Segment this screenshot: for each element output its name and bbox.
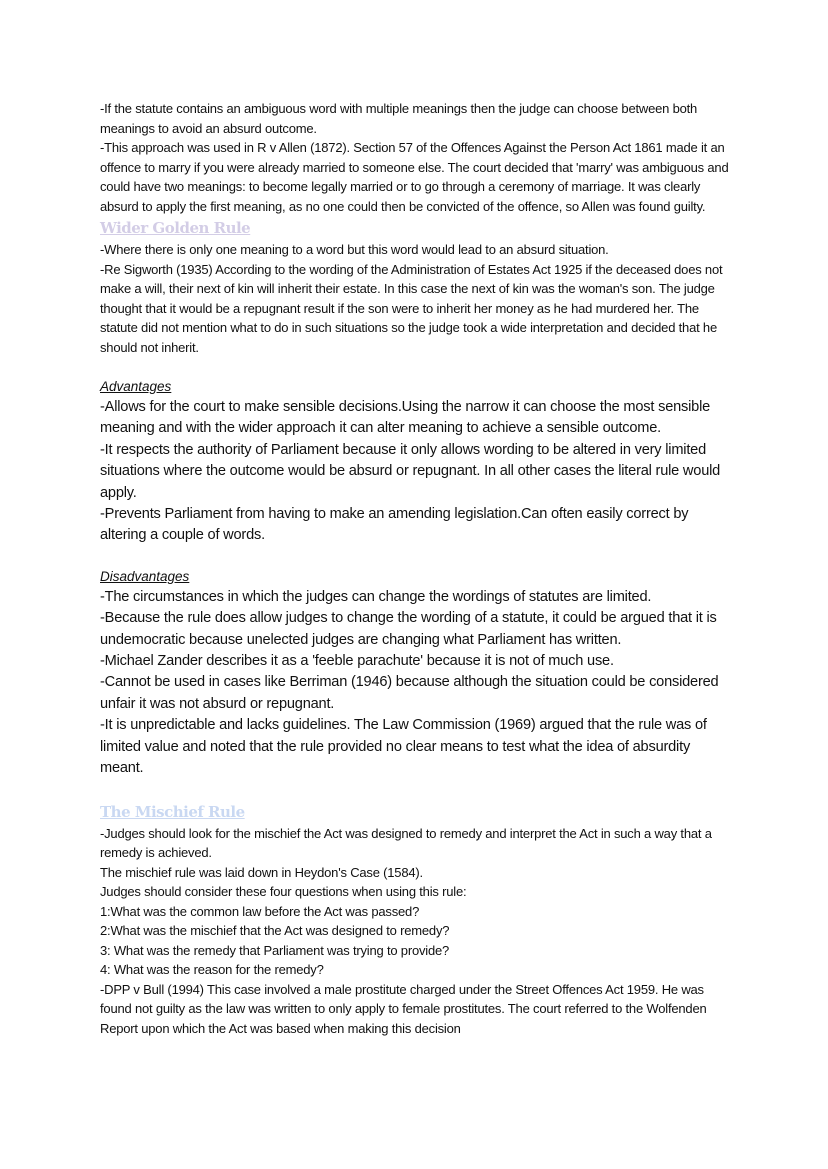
paragraph: -Because the rule does allow judges to change the wording of a statute, it could be argued that it is undemocratic because unelected judges are changing what Parliament has written. bbox=[100, 610, 717, 648]
paragraph: -The circumstances in which the judges can change the wordings of statutes are limited. bbox=[100, 588, 652, 605]
paragraph: 2:What was the mischief that the Act was designed to remedy? bbox=[100, 923, 450, 938]
paragraph: 3: What was the remedy that Parliament was trying to provide? bbox=[100, 942, 450, 958]
paragraph: -Re Sigworth (1935) According to the wording of the Administration of Estates Act 1925 if the deceased does not make a will, their next of kin will inherit their estate. In this case the next of kin was the woman's son. The judge thought that it would be a repugnant result if the son were to inherit her money as he had murdered her. The statute did not mention what to do in such situations so the judge took a wide interpretation and decided that he should not inherit. bbox=[100, 261, 723, 355]
heading-disadvantages: Disadvantages bbox=[100, 568, 190, 584]
heading-mischief-rule: The Mischief Rule bbox=[100, 802, 245, 821]
paragraph: -This approach was used in R v Allen (1872). Section 57 of the Offences Against the Person Act 1861 made it an offence to marry if you were already married to someone else. The court decided that 'marry' was ambiguous and could have two meanings: to become legally married or to go through a ceremony of marriage. It was clearly absurd to apply the first meaning, as no one could then be convicted of the offence, so Allen was found guilty. bbox=[100, 140, 729, 214]
paragraph: -Allows for the court to make sensible decisions.Using the narrow it can choose the most sensible meaning and with the wider approach it can alter meaning to achieve a sensible outcome. bbox=[100, 399, 711, 437]
paragraph: 1:What was the common law before the Act was passed? bbox=[100, 903, 420, 919]
document-page bbox=[100, 99, 730, 1038]
paragraph: -Prevents Parliament from having to make an amending legislation.Can often easily correct by altering a couple of words. bbox=[100, 506, 689, 544]
paragraph: -If the statute contains an ambiguous word with multiple meanings then the judge can choose between both meanings to avoid an absurd outcome. bbox=[100, 101, 698, 136]
paragraph: 4: What was the reason for the remedy? bbox=[100, 962, 324, 977]
paragraph: -Michael Zander describes it as a 'feeble parachute' because it is not of much use. bbox=[100, 653, 614, 670]
paragraph: -Judges should look for the mischief the Act was designed to remedy and interpret the Act in such a way that a remedy is achieved. bbox=[100, 825, 712, 860]
paragraph: -It respects the authority of Parliament because it only allows wording to be altered in very limited situations where the outcome would be absurd or repugnant. In all other cases the literal rule would apply. bbox=[100, 441, 721, 501]
paragraph: The mischief rule was laid down in Heydon's Case (1584). bbox=[100, 864, 423, 880]
paragraph: Judges should consider these four questions when using this rule: bbox=[100, 884, 467, 899]
paragraph: -Cannot be used in cases like Berriman (1946) because although the situation could be considered unfair it was not absurd or repugnant. bbox=[100, 674, 719, 712]
heading-advantages: Advantages bbox=[100, 379, 172, 394]
paragraph: -It is unpredictable and lacks guidelines. The Law Commission (1969) argued that the rule was of limited value and noted that the rule provided no clear means to test what the idea of absurdity meant. bbox=[100, 717, 707, 777]
paragraph: -Where there is only one meaning to a word but this word would lead to an absurd situation. bbox=[100, 242, 609, 257]
heading-wider-golden-rule: Wider Golden Rule bbox=[100, 219, 251, 237]
paragraph: -DPP v Bull (1994) This case involved a male prostitute charged under the Street Offences Act 1959. He was found not guilty as the law was written to only apply to female prostitutes. The court referred to the Wolfenden Report upon which the Act was based when making this decision bbox=[100, 981, 707, 1036]
